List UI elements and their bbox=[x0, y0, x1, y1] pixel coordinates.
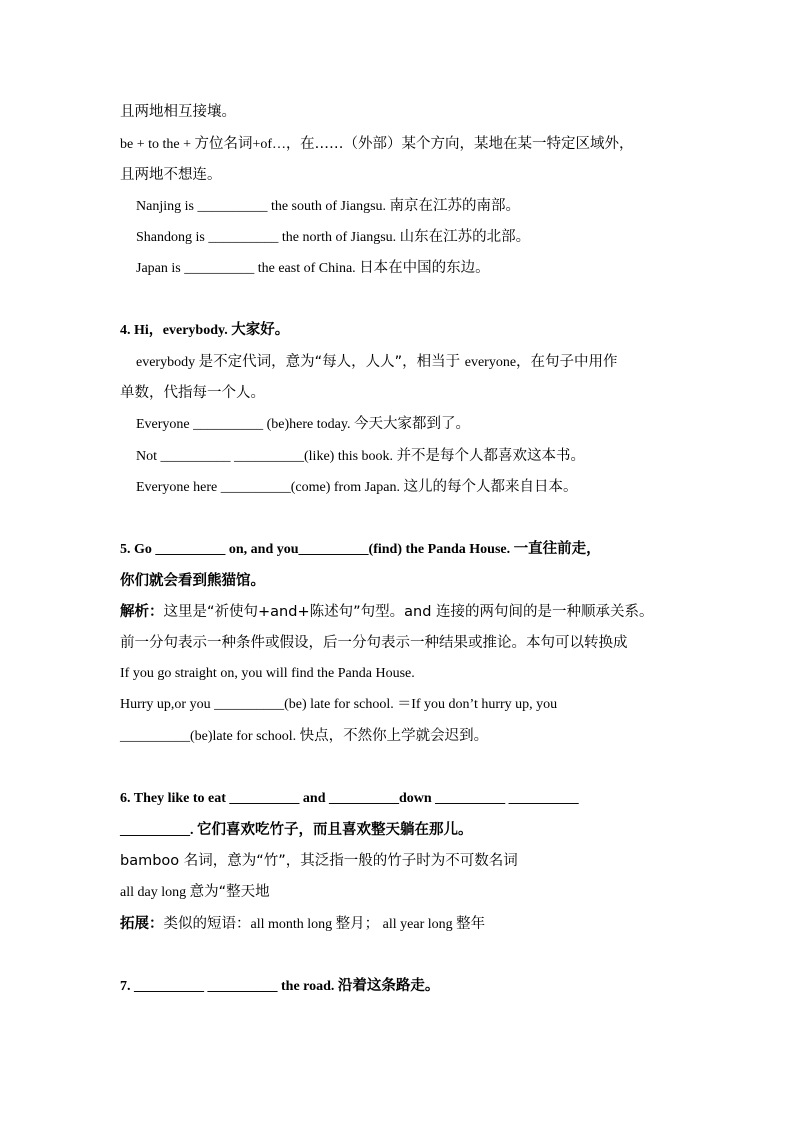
text-segment: ，在句子中用作 bbox=[516, 354, 618, 370]
text-segment: be + to the + bbox=[120, 137, 195, 152]
text-segment: everyone bbox=[464, 355, 517, 370]
text-segment: Everyone here __________(come) from Japan. bbox=[136, 480, 404, 495]
text-segment: 且两地不想连。 bbox=[120, 167, 222, 183]
text-segment: 类似的短语： bbox=[163, 916, 251, 932]
text-segment: 大家好。 bbox=[231, 322, 290, 338]
text-segment: Hurry up,or you __________(be) late for school. ＝If you don’t hurry up, you bbox=[120, 697, 558, 712]
text-line bbox=[136, 352, 618, 373]
example-sentence bbox=[120, 664, 415, 684]
text-line bbox=[120, 851, 518, 872]
text-segment: 山东在江苏的北部。 bbox=[399, 229, 531, 245]
text-segment: 在……（外部）某个方向，某地在某一特定区域外， bbox=[300, 136, 634, 152]
text-segment: __________. bbox=[120, 823, 197, 838]
text-segment: 4. Hi，everybody. bbox=[120, 323, 232, 338]
text-segment: Everyone __________ (be)here today. bbox=[136, 417, 354, 432]
text-segment: 陈述句”句型。 bbox=[309, 604, 405, 620]
section-heading bbox=[120, 820, 473, 841]
text-line bbox=[120, 134, 634, 155]
text-segment: and bbox=[404, 604, 437, 620]
text-segment: 它们喜欢吃竹子，而且喜欢整天躺在那儿。 bbox=[197, 822, 473, 838]
text-segment: Japan is __________ the east of China. bbox=[136, 261, 360, 276]
example-sentence bbox=[120, 726, 488, 747]
text-line bbox=[120, 102, 236, 123]
text-segment: 单数，代指每一个人。 bbox=[120, 385, 265, 401]
example-sentence bbox=[136, 196, 520, 217]
section-heading bbox=[120, 320, 289, 341]
text-segment: 南京在江苏的南部。 bbox=[389, 198, 521, 214]
text-segment: 整年 bbox=[456, 916, 486, 932]
text-segment: +and+ bbox=[258, 604, 310, 620]
section-heading bbox=[120, 539, 601, 560]
text-segment: all month long bbox=[250, 917, 336, 932]
text-line bbox=[120, 882, 270, 903]
text-segment: Not __________ __________(like) this book. bbox=[136, 449, 397, 464]
section-heading bbox=[120, 789, 579, 809]
text-segment: all day long bbox=[120, 885, 190, 900]
example-sentence bbox=[136, 258, 490, 279]
text-segment: 整月； bbox=[335, 916, 380, 932]
text-segment: +of…， bbox=[252, 137, 301, 152]
example-sentence bbox=[120, 695, 557, 715]
example-sentence bbox=[136, 446, 585, 467]
text-segment: Nanjing is __________ the south of Jiangsu. bbox=[136, 199, 390, 214]
text-segment: __________(be)late for school. bbox=[120, 729, 300, 744]
text-segment: If you go straight on, you will find the Panda House. bbox=[120, 666, 415, 681]
text-segment: everybody bbox=[136, 355, 199, 370]
text-segment: 并不是每个人都喜欢这本书。 bbox=[396, 448, 586, 464]
text-segment: Shandong is __________ the north of Jiangsu. bbox=[136, 230, 400, 245]
text-segment: 是不定代词，意为“每人，人人”，相当于 bbox=[198, 354, 465, 370]
text-segment: 连接的两句间的是一种顺承关系。 bbox=[436, 604, 654, 620]
text-segment: 解析： bbox=[120, 604, 164, 620]
text-segment: 意为“整天地 bbox=[189, 884, 270, 900]
example-sentence bbox=[136, 227, 530, 248]
text-segment: 方位名词 bbox=[194, 136, 253, 152]
text-segment: 你们就会看到熊猫馆。 bbox=[120, 573, 265, 589]
text-segment: 7. __________ __________ the road. bbox=[120, 979, 338, 994]
text-segment: bamboo bbox=[120, 853, 184, 869]
text-segment: 6. They like to eat __________ and __________down __________ __________ bbox=[120, 791, 579, 806]
section-heading bbox=[120, 976, 439, 997]
text-line bbox=[120, 383, 265, 404]
text-segment: all year long bbox=[379, 917, 457, 932]
text-segment: 一直往前走， bbox=[513, 541, 601, 557]
text-line bbox=[120, 165, 222, 186]
text-segment: 日本在中国的东边。 bbox=[359, 260, 490, 276]
text-segment: 快点，不然你上学就会迟到。 bbox=[299, 728, 489, 744]
text-segment: 这儿的每个人都来自日本。 bbox=[403, 479, 578, 495]
text-segment: 前一分句表示一种条件或假设，后一分句表示一种结果或推论。本句可以转换成 bbox=[120, 635, 628, 651]
text-segment: 沿着这条路走。 bbox=[337, 978, 440, 994]
text-line bbox=[120, 914, 485, 935]
text-segment: 今天大家都到了。 bbox=[353, 416, 470, 432]
text-segment: 且两地相互接壤。 bbox=[120, 104, 236, 120]
text-segment: 这里是“祈使句 bbox=[163, 604, 259, 620]
example-sentence bbox=[136, 414, 470, 435]
example-sentence bbox=[136, 477, 577, 498]
section-heading bbox=[120, 571, 265, 592]
text-line bbox=[120, 633, 628, 654]
text-segment: 5. Go __________ on, and you__________(find) the Panda House. bbox=[120, 542, 514, 557]
text-segment: 名词，意为“竹”，其泛指一般的竹子时为不可数名词 bbox=[183, 853, 518, 869]
text-segment: 拓展： bbox=[120, 916, 164, 932]
text-line bbox=[120, 602, 654, 623]
